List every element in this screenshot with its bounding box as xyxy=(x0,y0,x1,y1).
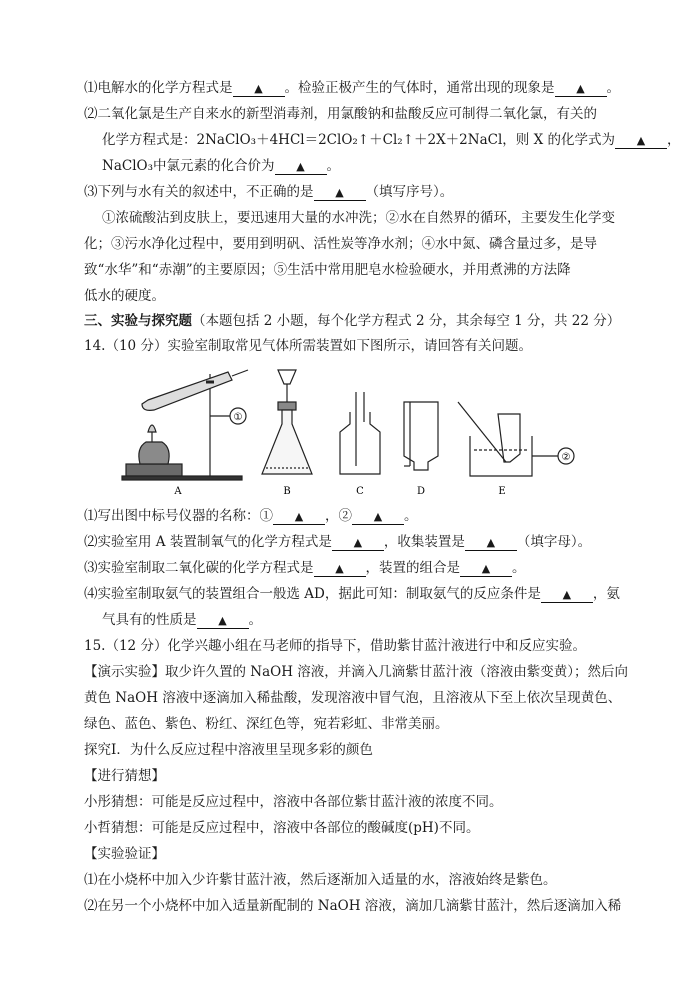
q15-verify2: ⑵在另一个小烧杯中加入适量新配制的 NaOH 溶液，滴加几滴紫甘蓝汁，然后逐滴加入稀 xyxy=(84,898,622,914)
q14-heading: 14.（10 分）实验室制取常见气体所需装置如下图所示，请回答有关问题。 xyxy=(84,338,532,354)
q13-option-line4: 低水的硬度。 xyxy=(84,288,165,304)
q13-option-line2: 化；③污水净化过程中，要用到明矾、活性炭等净水剂；④水中氮、磷含量过多，是导 xyxy=(84,236,597,252)
gas-bottle-c xyxy=(340,412,380,474)
answer-blank[interactable]: ▲ xyxy=(332,536,384,551)
answer-blank[interactable]: ▲ xyxy=(314,562,366,577)
q13-part2-line2: 化学方程式是：2NaClO₃＋4HCl＝2ClO₂↑＋Cl₂↑＋2X＋2NaCl，则 X 的化学式为 ▲ ， xyxy=(102,132,681,148)
q13-option-line1: ①浓硫酸沾到皮肤上，要迅速用大量的水冲洗；②水在自然界的循环，主要发生化学变 xyxy=(102,210,615,226)
stand-base xyxy=(122,476,242,480)
q15-heading: 15.（12 分）化学兴趣小组在马老师的指导下，借助紫甘蓝汁液进行中和反应实验。 xyxy=(84,638,586,654)
section3-heading xyxy=(84,311,620,331)
q15-guess2: 小哲猜想：可能是反应过程中，溶液中各部位的酸碱度(pH)不同。 xyxy=(84,820,480,836)
answer-blank[interactable]: ▲ xyxy=(460,562,512,577)
section3-desc: （本题包括 2 小题，每个化学方程式 2 分，其余每空 1 分，共 22 分） xyxy=(192,313,621,329)
q15-demo-line2: 黄色 NaOH 溶液中逐滴加入稀盐酸，发现溶液中冒气泡，且溶液从下至上依次呈现黄色、 xyxy=(84,690,622,706)
apparatus-label-c: C xyxy=(356,486,364,497)
delivery-tube-e xyxy=(458,402,506,462)
conical-flask xyxy=(262,410,312,474)
answer-blank[interactable]: ▲ xyxy=(352,510,404,525)
q15-demo-line3: 绿色、蓝色、紫色、粉红、深红色等，宛若彩虹、非常美丽。 xyxy=(84,716,449,732)
gas-bottle-d xyxy=(404,402,438,470)
q15-guess-title: 【进行猜想】 xyxy=(84,768,165,784)
apparatus-label-d: D xyxy=(416,486,426,497)
answer-blank[interactable]: ▲ xyxy=(233,82,285,97)
q13-part1: ⑴电解水的化学方程式是 ▲ 。检验正极产生的气体时，通常出现的现象是 ▲ 。 xyxy=(84,80,620,96)
q14-sub2: ⑵实验室用 A 装置制氧气的化学方程式是 ▲ ，收集装置是 ▲ （填字母）。 xyxy=(84,534,592,550)
lamp-flame xyxy=(148,425,156,432)
separatory-funnel xyxy=(278,370,296,384)
q14-sub3: ⑶实验室制取二氧化碳的化学方程式是 ▲ ，装置的组合是 ▲ 。 xyxy=(84,560,526,576)
collection-bottle xyxy=(498,414,520,462)
test-tube xyxy=(142,372,232,410)
answer-blank[interactable]: ▲ xyxy=(555,82,607,97)
apparatus-label-b: B xyxy=(283,486,291,497)
section3-title: 三、实验与探究题 xyxy=(84,313,192,329)
answer-blank[interactable]: ▲ xyxy=(314,186,366,201)
apparatus-label-e: E xyxy=(498,486,506,497)
q14-sub1: ⑴写出图中标号仪器的名称：① ▲ ，② ▲ 。 xyxy=(84,508,418,524)
q15-explore-title: 探究Ⅰ．为什么反应过程中溶液里呈现多彩的颜色 xyxy=(84,742,373,758)
apparatus-figure xyxy=(118,362,618,500)
q14-sub4-line1: ⑷实验室制取氨气的装置组合一般选 AD，据此可知：制取氨气的反应条件是 ▲ ，氨 xyxy=(84,586,620,602)
q15-demo-line1: 【演示实验】取少许久置的 NaOH 溶液，并滴入几滴紫甘蓝汁液（溶液由紫变黄）；然后向 xyxy=(84,664,629,680)
q13-part2-line1: ⑵二氧化氯是生产自来水的新型消毒剂，用氯酸钠和盐酸反应可制得二氧化氯，有关的 xyxy=(84,106,597,122)
answer-blank[interactable]: ▲ xyxy=(275,160,327,175)
answer-blank[interactable]: ▲ xyxy=(541,588,593,603)
q13-part2-line3: NaClO₃中氯元素的化合价为 ▲ 。 xyxy=(102,158,340,174)
label-mark-2: ② xyxy=(561,452,571,463)
delivery-tube xyxy=(232,370,248,376)
label-mark-1: ① xyxy=(233,412,243,423)
answer-blank[interactable]: ▲ xyxy=(615,134,667,149)
answer-blank[interactable]: ▲ xyxy=(197,614,249,629)
answer-blank[interactable]: ▲ xyxy=(465,536,517,551)
q15-verify1: ⑴在小烧杯中加入少许紫甘蓝汁液，然后逐渐加入适量的水，溶液始终是紫色。 xyxy=(84,872,557,888)
q13-option-line3: 致“水华”和“赤潮”的主要原因；⑤生活中常用肥皂水检验硬水，并用煮沸的方法降 xyxy=(84,262,571,278)
alcohol-lamp xyxy=(139,442,169,464)
answer-blank[interactable]: ▲ xyxy=(273,510,325,525)
stopper xyxy=(278,402,296,410)
q13-part3: ⑶下列与水有关的叙述中，不正确的是 ▲ （填写序号）。 xyxy=(84,184,454,200)
q15-guess1: 小彤猜想：可能是反应过程中，溶液中各部位紫甘蓝汁液的浓度不同。 xyxy=(84,794,503,810)
lamp-base-block xyxy=(126,464,182,476)
apparatus-label-a: A xyxy=(174,486,182,497)
q14-sub4-line2: 气具有的性质是 ▲ 。 xyxy=(102,612,262,628)
apparatus-diagram xyxy=(118,362,618,500)
q15-verify-title: 【实验验证】 xyxy=(84,846,165,862)
